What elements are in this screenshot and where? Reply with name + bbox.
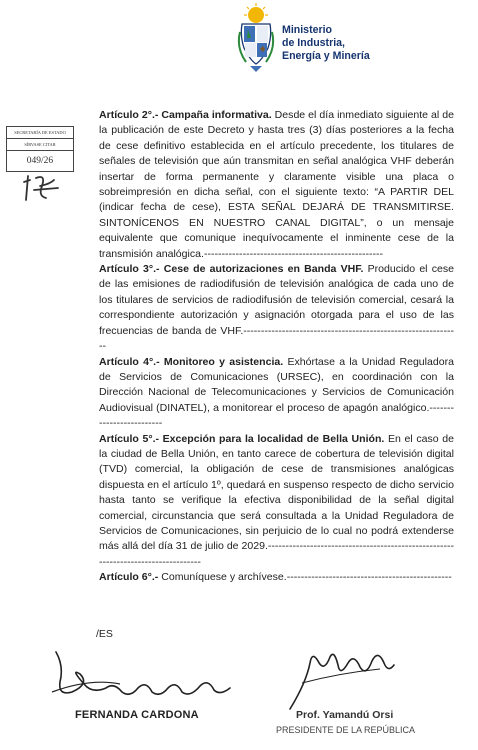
signatory-right-title: PRESIDENTE DE LA REPÚBLICA [276,725,416,735]
ministry-name-line: Energía y Minería [282,50,370,62]
signature-cardona [50,648,240,708]
ministry-name-line: de Industria, [282,37,345,49]
article-text: En el caso de la ciudad de Bella Unión, en tanto carece de cobertura de televisión digital (TVD) comercial, la obligación de cese de transmisiones analógicas dispuesta en el artículo 1º, quedará en suspenso respecto de dicho servicio hasta tanto se verifique la efectiva disponibilidad de la señal digital comercial, circunstancia que será consultada a la Unidad Reguladora de Servicios de Comunicaciones, sin perjuicio de lo cual no podrá extenderse más allá del día 31 de julio de 2029.---------------------------------------------------------------------------------- [99,432,455,568]
article-heading: Artículo 5°.- Excepción para la localidad de Bella Unión. [99,432,385,445]
article-4 [99,355,454,432]
article-3 [99,262,454,354]
article-5 [99,432,454,571]
typist-initials: /ES [96,628,113,640]
article-heading: Artículo 4°.- Monitoreo y asistencia. [99,355,284,368]
article-text: Exhórtase a la Unidad Reguladora de Servicios de Comunicaciones (URSEC), en coordinación con la Dirección Nacional de Telecomunicaciones y Servicios de Comunicación Audiovisual (DINATEL), a monitorear el proceso de apagón analógico.------------------------- [99,355,454,430]
article-text: Desde el día inmediato siguiente al de la publicación de este Decreto y hasta tres (3) días posteriores a la fecha de cese definitivo establecida en el artículo precedente, los titulares de señales de televisión que aún transmitan en señal analógica VHF deberán insertar de forma permanente y claramente visible una placa o sobreimpresión en dicha señal, con el siguiente texto: “A PARTIR DEL (indicar fecha de cese), ESTA SEÑAL DEJARÁ DE TRANSMITIRSE. SINTONÍCENOS EN NUESTRO CANAL DIGITAL”, o un mensaje equivalente que comunique inequívocamente el inminente cese de la transmisión analógica.--------------------------------------------------- [99,109,454,260]
stamp-subtitle: SÍRVASE CITAR [7,139,73,151]
article-2 [99,108,454,262]
article-6 [99,570,454,585]
stamp-office: SECRETARÍA DE ESTADO [7,127,73,139]
article-heading: Artículo 2°.- Campaña informativa. [99,109,272,121]
article-text: Producido el cese de las emisiones de radiodifusión de televisión analógica de cada uno de los titulares de servicios de radiodifusión de televisión comercial, cesará la correspondiente autorización y asignación otorgada para el uso de las frecuencias de banda de VHF.-------------------------------------------------------------- [99,263,454,353]
article-heading: Artículo 6°.- [99,571,159,584]
ministry-header [236,2,466,80]
decree-body [99,108,454,586]
signatory-right-name: Prof. Yamandú Orsi [296,709,394,721]
registry-stamp [6,126,74,172]
article-heading: Artículo 3°.- Cese de autorizaciones en Banda VHF. [99,263,364,276]
coat-of-arms-icon [236,2,276,76]
stamp-number: 049/26 [26,156,54,166]
signature-orsi [280,643,400,713]
ministry-name-line: Ministerio [282,24,333,36]
signatory-left-name: FERNANDA CARDONA [75,709,199,721]
article-text: Comuníquese y archívese.----------------------------------------------- [158,571,452,584]
ministry-name [282,24,472,63]
handwritten-initials [20,170,70,206]
